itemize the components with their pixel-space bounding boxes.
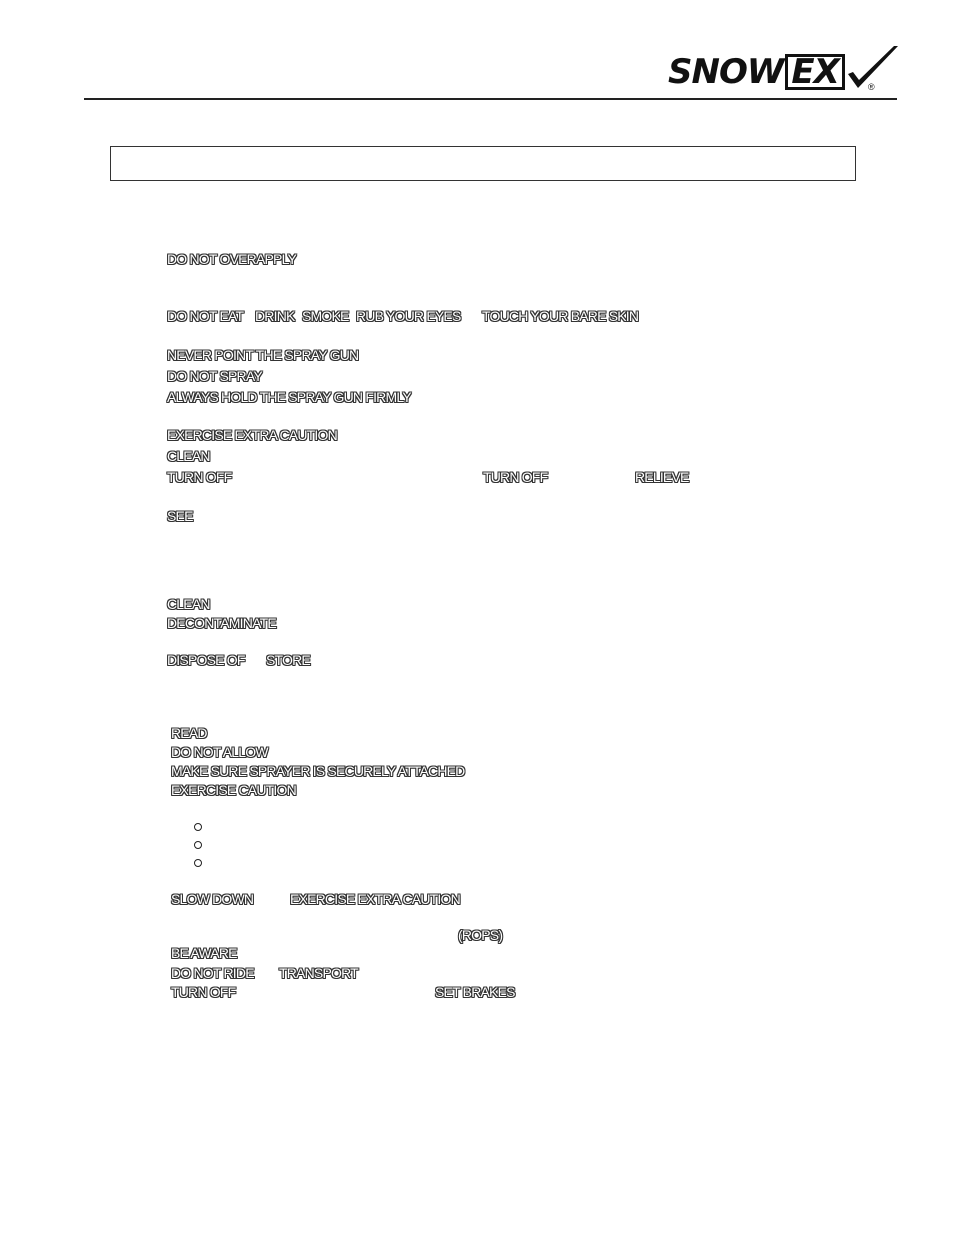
kw-slow-down: SLOW DOWN	[171, 891, 254, 907]
header-rule	[84, 98, 897, 100]
logo-wordmark	[668, 52, 845, 92]
kw-store: STORE	[266, 652, 310, 668]
kw-clean: CLEAN	[167, 448, 210, 464]
kw-touch-bare-skin: TOUCH YOUR BARE SKIN	[482, 308, 639, 324]
kw-make-sure-attached: MAKE SURE SPRAYER IS SECURELY ATTACHED	[171, 763, 465, 779]
kw-always-hold: ALWAYS HOLD THE SPRAY GUN FIRMLY	[167, 389, 411, 405]
section-title-box	[110, 146, 856, 181]
kw-rub-your-eyes: RUB YOUR EYES	[356, 308, 461, 324]
kw-transport: TRANSPORT	[279, 965, 358, 981]
registered-mark: ®	[868, 82, 875, 92]
kw-set-brakes: SET BRAKES	[435, 984, 515, 1000]
kw-exercise-extra-caution: EXERCISE EXTRA CAUTION	[167, 427, 337, 443]
snowex-logo	[668, 44, 900, 98]
kw-dispose-of: DISPOSE OF	[167, 652, 245, 668]
kw-do-not-eat: DO NOT EAT	[167, 308, 244, 324]
kw-do-not-ride: DO NOT RIDE	[171, 965, 254, 981]
kw-exercise-caution: EXERCISE CAUTION	[171, 782, 296, 798]
kw-do-not-spray: DO NOT SPRAY	[167, 368, 262, 384]
kw-do-not-allow: DO NOT ALLOW	[171, 744, 268, 760]
kw-relieve: RELIEVE	[635, 469, 689, 485]
kw-turn-off: TURN OFF	[167, 469, 232, 485]
kw-decontaminate: DECONTAMINATE	[167, 615, 276, 631]
bullet-circle-icon	[194, 859, 202, 867]
kw-smoke: SMOKE	[302, 308, 349, 324]
logo-text-ex: EX	[785, 54, 844, 90]
kw-see: SEE	[167, 508, 193, 524]
logo-text-snow: SNOW	[668, 52, 784, 92]
kw-do-not-overapply: DO NOT OVERAPPLY	[167, 251, 297, 267]
kw-read: READ	[171, 725, 207, 741]
bullet-circle-icon	[194, 841, 202, 849]
kw-clean: CLEAN	[167, 596, 210, 612]
kw-drink: DRINK	[255, 308, 295, 324]
kw-turn-off: TURN OFF	[483, 469, 548, 485]
kw-exercise-extra-caution: EXERCISE EXTRA CAUTION	[290, 891, 460, 907]
kw-never-point: NEVER POINT THE SPRAY GUN	[167, 347, 359, 363]
kw-turn-off: TURN OFF	[171, 984, 236, 1000]
kw-rops: (ROPS)	[458, 927, 503, 943]
kw-be-aware: BE AWARE	[171, 945, 237, 961]
bullet-circle-icon	[194, 823, 202, 831]
